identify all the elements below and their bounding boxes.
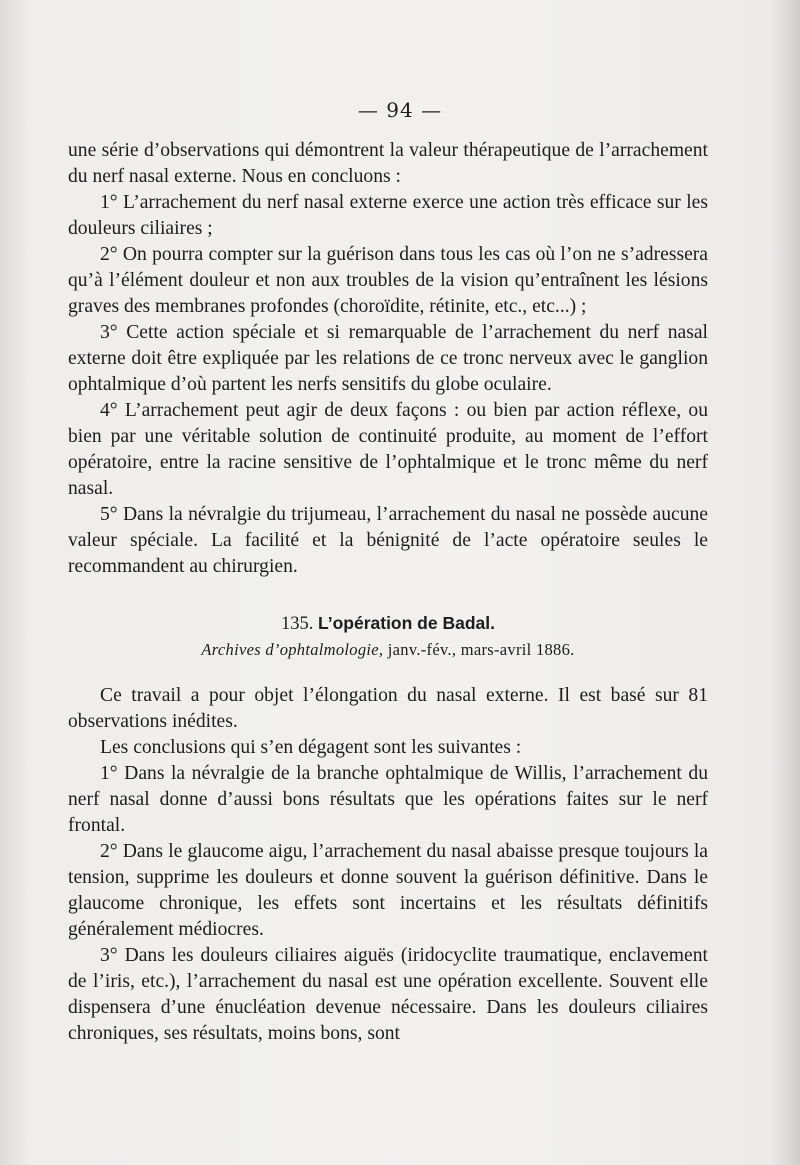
page-body (68, 138, 708, 1047)
section-heading (68, 610, 708, 637)
summary-lead: Les conclusions qui s’en dégagent sont les suivantes : (100, 737, 522, 758)
conclusion-4: 4° L’arrachement peut agir de deux façons : ou bien par action réflexe, ou bien par une véritable solution de continuité produite, au moment de l’effort opératoire, entre la racine sensitive de l’ophtalmique et le tronc même du nerf nasal. (68, 400, 708, 499)
summary-point-2: 2° Dans le glaucome aigu, l’arrachement du nasal abaisse presque toujours la tension, supprime les douleurs et donne souvent la guérison définitive. Dans le glaucome chronique, les effets sont incertains et les résultats définitifs généralement médiocres. (68, 841, 708, 940)
page-number: — 94 — (357, 98, 443, 122)
summary-point-3: 3° Dans les douleurs ciliaires aiguës (iridocyclite traumatique, enclavement de l’iris, etc.), l’arrachement du nasal est une opération excellente. Souvent elle dispensera d’une énucléation devenue nécessaire. Dans les douleurs ciliaires chroniques, ses résultats, moins bons, sont (68, 945, 708, 1044)
conclusion-2: 2° On pourra compter sur la guérison dans tous les cas où l’on ne s’adressera qu’à l’élément douleur et non aux troubles de la vision qu’entraînent les lésions graves des membranes profondes (choroïdite, rétinite, etc., etc...) ; (68, 244, 708, 317)
section-title: L’opération de Badal. (318, 613, 495, 633)
conclusion-3: 3° Cette action spéciale et si remarquable de l’arrachement du nerf nasal externe doit être expliquée par les relations de ce tronc nerveux avec le ganglion ophtalmique d’où partent les nerfs sensitifs du globe oculaire. (68, 322, 708, 395)
journal-name: Archives d’ophtalmologie, (201, 640, 384, 659)
summary-intro: Ce travail a pour objet l’élongation du nasal externe. Il est basé sur 81 observations inédites. (68, 685, 708, 732)
summary-point-1: 1° Dans la névralgie de la branche ophtalmique de Willis, l’arrachement du nerf nasal donne d’aussi bons résultats que les opérations faites sur le nerf frontal. (68, 763, 708, 836)
section-source (68, 637, 708, 663)
page-edge-shadow (770, 0, 800, 1165)
conclusion-5: 5° Dans la névralgie du trijumeau, l’arrachement du nasal ne possède aucune valeur spéciale. La facilité et la bénignité de l’acte opératoire seules le recommandent au chirurgien. (68, 504, 708, 577)
conclusion-1: 1° L’arrachement du nerf nasal externe exerce une action très efficace sur les douleurs ciliaires ; (68, 192, 708, 239)
paragraph-continuation: une série d’observations qui démontrent la valeur thérapeutique de l’arrachement du nerf nasal externe. Nous en concluons : (68, 140, 708, 187)
journal-date: janv.-fév., mars-avril 1886. (387, 640, 575, 659)
section-number: 135. (281, 614, 314, 634)
